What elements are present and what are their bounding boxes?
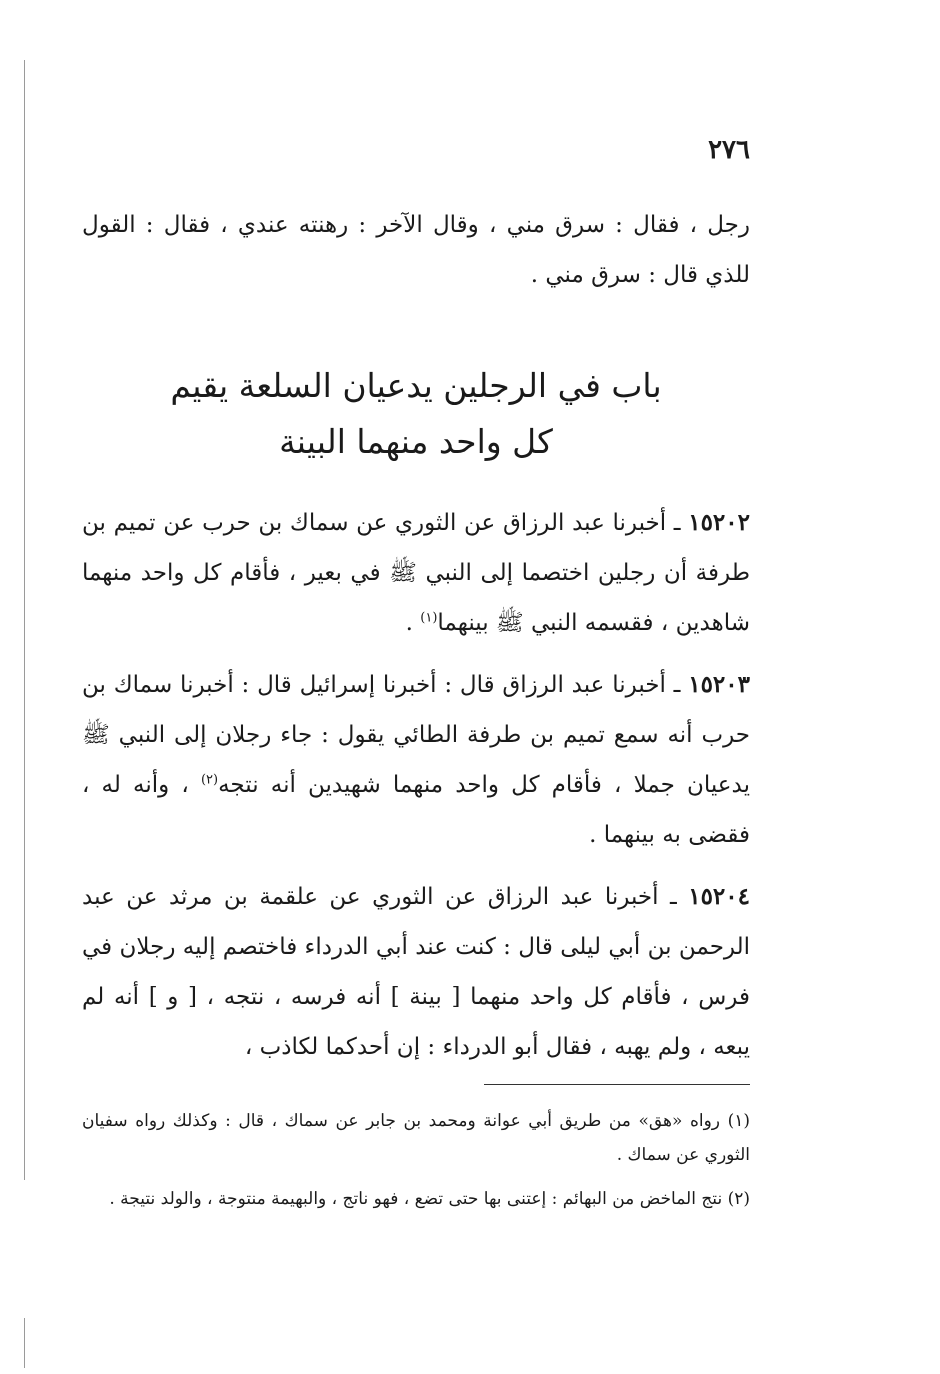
hadith-15204	[82, 872, 750, 1072]
hadith-number: ١٥٢٠٢	[688, 509, 750, 536]
page-number: ٢٧٦	[708, 135, 750, 165]
hadith-text-end: .	[405, 610, 421, 636]
chapter-heading-line-2: كل واحد منهما البينة	[279, 422, 553, 461]
hadith-15202	[82, 498, 750, 648]
footnote-ref: (٢)	[200, 772, 219, 788]
hadith-number: ١٥٢٠٣	[688, 671, 750, 698]
hadith-15203	[82, 660, 750, 860]
hadith-text-end: ، وأنه له ، فقضى به بينهما .	[82, 772, 750, 848]
binding-line-lower	[24, 1318, 25, 1368]
binding-line-left	[24, 60, 25, 1180]
hadith-number: ١٥٢٠٤	[688, 883, 750, 910]
chapter-heading	[82, 358, 750, 470]
footnote-2: (٢) نتج الماخض من البهائم : إعتنى بها حتى تضع ، فهو ناتج ، والبهيمة منتوجة ، والولد نتيجة .	[109, 1189, 750, 1209]
hadith-text: ـ أخبرنا عبد الرزاق قال : أخبرنا إسرائيل قال : أخبرنا سماك بن حرب أنه سمع تميم بن طرفة الطائي يقول : جاء رجلان إلى النبي ﷺ يدعيان جملا ، فأقام كل واحد منهما شهيدين أنه نتجه	[82, 672, 750, 798]
footnote-separator	[484, 1084, 750, 1085]
continuation-paragraph: رجل ، فقال : سرق مني ، وقال الآخر : رهنته عندي ، فقال : القول للذي قال : سرق مني .	[82, 212, 750, 288]
chapter-heading-line-1: باب في الرجلين يدعيان السلعة يقيم	[170, 366, 662, 405]
hadith-text: ـ أخبرنا عبد الرزاق عن الثوري عن علقمة بن مرثد عن عبد الرحمن بن أبي ليلى قال : كنت عند أبي الدرداء فاختصم إليه رجلان في فرس ، فأقام كل واحد منهما [ بينة ] أنه فرسه ، نتجه ، [ و ] أنه لم يبعه ، ولم يهبه ، فقال أبو الدرداء : إن أحدكما لكاذب ،	[82, 884, 750, 1060]
hadith-text: ـ أخبرنا عبد الرزاق عن الثوري عن سماك بن حرب عن تميم بن طرفة أن رجلين اختصما إلى النبي ﷺ في بعير ، فأقام كل واحد منهما شاهدين ، فقسمه النبي ﷺ بينهما	[82, 510, 750, 636]
footnote-1: (١) رواه «هق» من طريق أبي عوانة ومحمد بن جابر عن سماك ، قال : وكذلك رواه سفيان الثوري عن سماك .	[82, 1111, 750, 1165]
footnote-ref: (١)	[420, 610, 438, 626]
